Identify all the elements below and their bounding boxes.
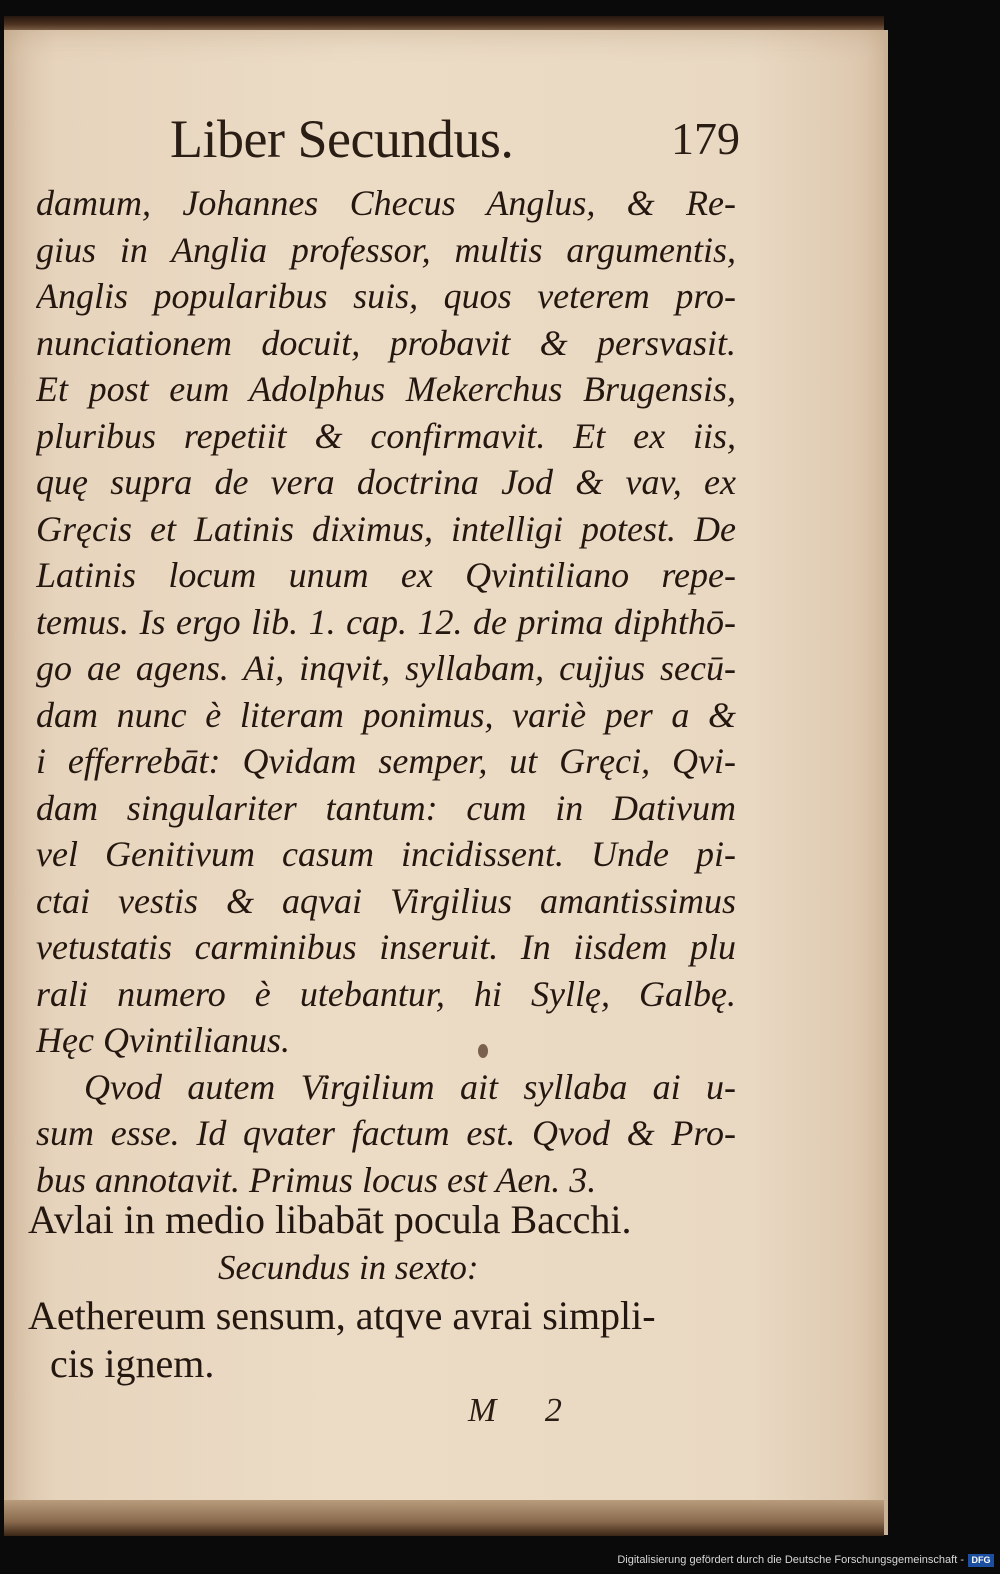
text-line: dam singulariter tantum: cum in Dativum <box>36 787 736 828</box>
text-line: ctai vestis & aqvai Virgilius amantissimus <box>36 880 736 921</box>
text-line: temus. Is ergo lib. 1. cap. 12. de prima diphthō- <box>36 601 736 642</box>
text-line: rali numero è utebantur, hi Syllę, Galbę. <box>36 973 736 1014</box>
running-head: Liber Secundus. <box>170 109 514 169</box>
text-line: vel Genitivum casum incidissent. Unde pi- <box>36 834 736 874</box>
text-line: pluribus repetiit & confirmavit. Et ex iis, <box>36 415 736 456</box>
text-line: dam nunc è literam ponimus, variè per a & <box>36 694 736 735</box>
text-line: quę supra de vera doctrina Jod & vav, ex <box>36 462 736 502</box>
text-line: nunciationem docuit, probavit & persvasit. <box>36 322 736 363</box>
text-line: bus annotavit. Primus locus est Aen. 3. <box>36 1159 597 1200</box>
verse-line: cis ignem. <box>50 1341 215 1386</box>
verse-line: Avlai in medio libabāt pocula Bacchi. <box>28 1197 632 1242</box>
text-line: sum esse. Id qvater factum est. Qvod & Pro- <box>36 1113 736 1153</box>
text-line: i efferrebāt: Qvidam semper, ut Gręci, Qvi- <box>36 741 736 781</box>
signature-mark: M 2 <box>468 1392 562 1429</box>
verse-line: Aethereum sensum, atqve avrai simpli- <box>28 1293 656 1338</box>
text-line: Hęc Qvintilianus. <box>36 1020 290 1060</box>
text-line: go ae agens. Ai, inqvit, syllabam, cujjus secū- <box>36 648 736 688</box>
text-line: Latinis locum unum ex Qvintiliano repe- <box>36 555 736 595</box>
verse-caption: Secundus in sexto: <box>218 1248 479 1287</box>
text-line: Anglis popularibus suis, quos veterem pro- <box>36 276 736 316</box>
page-number: 179 <box>671 113 740 164</box>
page-header <box>170 108 740 168</box>
text-line: gius in Anglia professor, multis argumentis, <box>36 229 736 270</box>
page-top-edge <box>4 16 884 30</box>
dfg-logo: DFG <box>968 1554 994 1567</box>
text-line: Qvod autem Virgilium ait syllaba ai u- <box>84 1066 736 1107</box>
funding-credit: Digitalisierung gefördert durch die Deutsche Forschungsgemeinschaft - <box>617 1554 964 1566</box>
text-line: Et post eum Adolphus Mekerchus Brugensis, <box>36 369 736 409</box>
text-line: Gręcis et Latinis diximus, intelligi potest. De <box>36 508 736 549</box>
text-line: vetustatis carminibus inseruit. In iisdem plu <box>36 927 736 967</box>
text-line: damum, Johannes Checus Anglus, & Re- <box>36 183 736 223</box>
ink-spot <box>478 1044 488 1058</box>
body-text <box>36 180 736 1203</box>
verse-quotation <box>28 1196 728 1388</box>
page-bottom-edge <box>4 1500 884 1536</box>
